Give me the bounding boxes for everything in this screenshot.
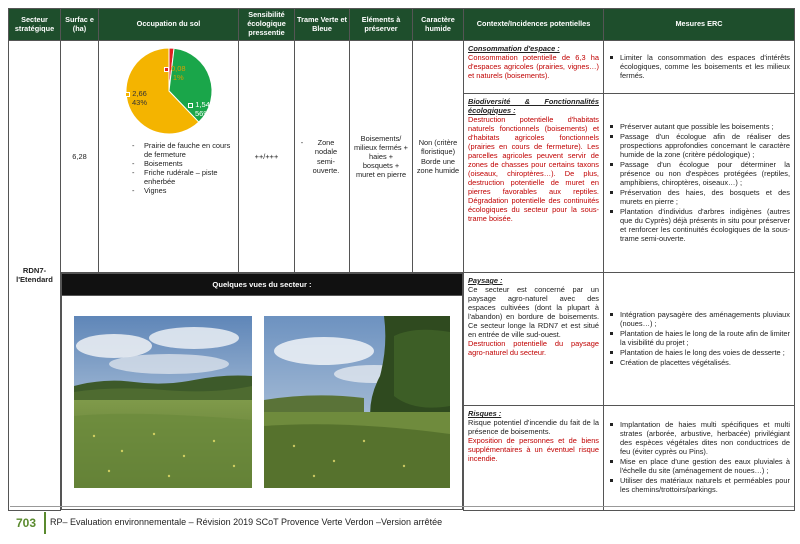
pie-label-yellow: 2,66 43% [125, 90, 147, 107]
legend-item: - Vignes [132, 186, 235, 195]
header-elements: Eléments à préserver [350, 9, 413, 41]
page-number: 703 [15, 516, 37, 530]
measure-item: Utiliser des matériaux naturels et perméables pour les chemins/trottoirs/parkings. [606, 476, 790, 494]
measures-risques [604, 406, 795, 510]
sector-name: RDN7- l'Etendard [9, 41, 61, 511]
footer-text: RP– Evaluation environnementale – Révision 2019 SCoT Provence Verte Verdon –Version arrêtée [50, 517, 443, 527]
page-footer [0, 502, 800, 544]
pie-chart [104, 45, 234, 137]
measures-paysage [604, 273, 795, 406]
pie-label-green: 1,54 56% [188, 101, 210, 118]
footer-separator [44, 512, 46, 534]
sector-photo-1 [74, 316, 252, 488]
measure-item: Préservation des haies, des bosquets et des murets en pierre ; [606, 188, 790, 206]
views-cell [61, 273, 464, 511]
row-consommation [9, 41, 795, 94]
measures-consommation [604, 41, 795, 94]
header-contexte: Contexte/Incidences potentielles [464, 9, 604, 41]
views-title: Quelques vues du secteur : [62, 274, 463, 296]
context-biodiversite: Biodiversité & Fonctionnalités écologiques : Destruction potentielle d'habitats naturels fonctionnels (boisements) et d'habitats agricoles fonctionnels (prairies en cours de fermeture). Les parcelles agricoles peuvent servir de zones de chasses pour certains taxons (oiseaux, chiroptères…). De plus, destruction potentielle de muret en pierres favorables aux reptiles. Dégradation potentielle des continuités écologiques du secteur pour la sous-trame boisée. [464, 94, 604, 273]
sector-table [8, 8, 795, 511]
measure-item: Préserver autant que possible les boisements ; [606, 122, 790, 131]
pie-label-red: 0,08 1% [164, 65, 186, 82]
measure-item: Plantation de haies le long de la route afin de limiter la visibilité du projet ; [606, 329, 790, 347]
measures-biodiversite [604, 94, 795, 273]
elements-value: Boisements/ milieux fermés + haies + bosquets + muret en pierre [350, 41, 413, 273]
occupation-cell [99, 41, 239, 273]
legend-item: - Friche rudérale – piste enherbée [132, 168, 235, 186]
pie-marker-yellow [125, 92, 130, 97]
measure-item: Passage d'un écologue afin de réaliser des prospections approfondies concernant le caractère humide de la zone (critère pédologique) ; [606, 132, 790, 159]
measure-item: Création de placettes végétalisés. [606, 358, 790, 367]
legend-item: - Prairie de fauche en cours de fermeture [132, 141, 235, 159]
context-paysage: Paysage : Ce secteur est concerné par un paysage agro-naturel avec des espaces cultivées (dont la plupart à l'abandon) en bordure de boisements. Ce secteur longe la RDN7 et est situé en entrée de ville sud-ouest. Destruction potentielle du paysage agro-naturel du secteur. [464, 273, 604, 406]
header-caractere: Caractère humide [413, 9, 464, 41]
caractere-value: Non (critère floristique) Borde une zone humide [413, 41, 464, 273]
measure-item: Mise en place d'une gestion des eaux pluviales à l'échelle du site (aménagement de noues…) ; [606, 457, 790, 475]
footer-divider [10, 506, 794, 507]
context-risques: Risques : Risque potentiel d'incendie du fait de la présence de boisements. Exposition de personnes et de biens supplémentaires à un éventuel risque incendie. [464, 406, 604, 510]
header-mesures: Mesures ERC [604, 9, 795, 41]
pie-chart-container [102, 45, 235, 137]
header-secteur: Secteur stratégique [9, 9, 61, 41]
sensibilite-value: ++/+++ [239, 41, 295, 273]
measure-item: Plantation d'individus d'arbres indigènes (autres que du Cyprès) déjà présents in situ pour préserver et renforcer les continuités écologiques de la sous-trame semi-ouverte. [606, 207, 790, 243]
context-consommation: Consommation d'espace : Consommation potentielle de 6,3 ha d'espaces agricoles (prairies, vignes…) et naturels (boisements). [464, 41, 604, 94]
header-surface: Surfac e (ha) [61, 9, 99, 41]
pie-marker-green [188, 103, 193, 108]
header-row [9, 9, 795, 41]
measure-item: Plantation de haies le long des voies de desserte ; [606, 348, 790, 357]
header-sensibilite: Sensibilité écologique pressentie [239, 9, 295, 41]
legend-item: - Boisements [132, 159, 235, 168]
occupation-legend [132, 141, 235, 195]
measure-item: Implantation de haies multi spécifiques et multi strates (arborée, arbustive, herbacée) privilégiant des espèces végétales dites non conductrices de feu (éviter cyprès ou Pins). [606, 420, 790, 456]
photo-area [62, 296, 463, 510]
sector-photo-2 [264, 316, 450, 488]
measure-item: Passage d'un écologue pour déterminer la présence ou non d'espèces protégées (reptiles, amphibiens, chiroptères, oiseaux…) ; [606, 160, 790, 187]
trame-value: - Zone nodale semi-ouverte. [295, 41, 350, 273]
header-occupation: Occupation du sol [99, 9, 239, 41]
surface-value: 6,28 [61, 41, 99, 273]
measure-item: Intégration paysagère des aménagements pluviaux (noues…) ; [606, 310, 790, 328]
header-trame: Trame Verte et Bleue [295, 9, 350, 41]
measure-item: Limiter la consommation des espaces d'intérêts écologiques, comme les boisements et les milieux fermés. [606, 53, 790, 80]
pie-marker-red [164, 67, 169, 72]
row-paysage [9, 273, 795, 406]
